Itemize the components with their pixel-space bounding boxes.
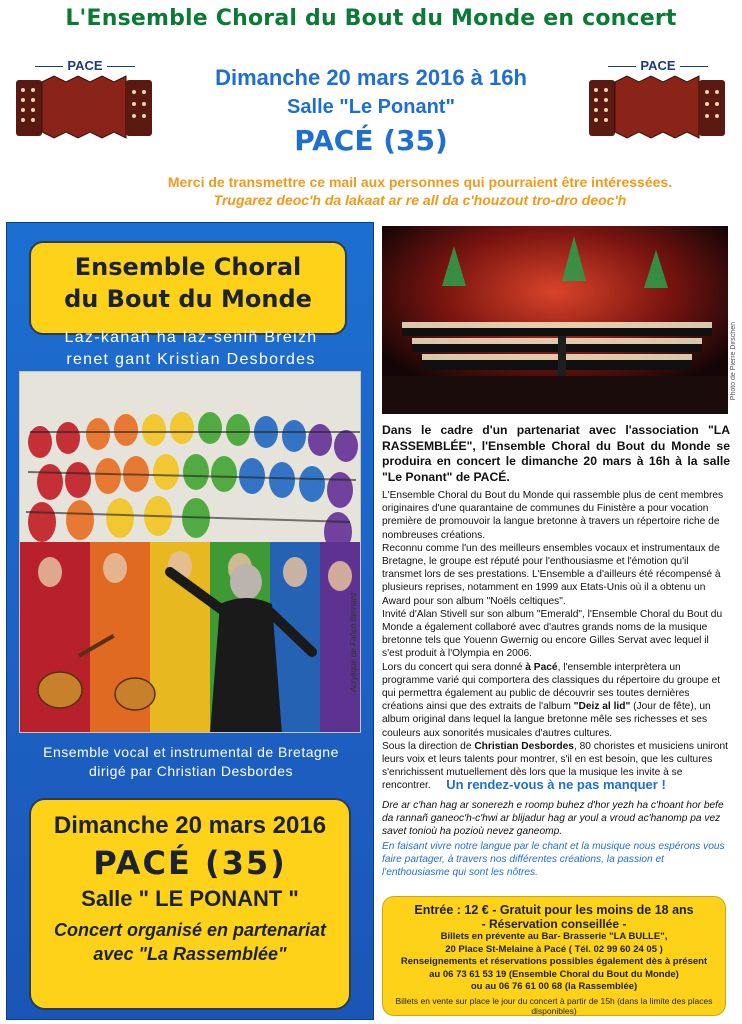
concert-info-box [29, 798, 351, 1010]
closing-paragraph: En faisant vivre notre langue par le chant et la musique nous espérons vous faire partager, à travers nos différentes créations, la passion et l'enthousiasme qui sont les nôtres. [382, 841, 725, 879]
logo-pace-label: PACE [583, 58, 733, 73]
text-run-bold: "Deiz al lid" [573, 701, 631, 713]
la-rassemblee-logo-right [583, 58, 733, 148]
info-partner [31, 918, 349, 966]
text-run: , 80 choristes et musiciens uniront leurs voix et leurs talents pour montrer, s'il en est besoin, que les cultures s'enrichissent mutuellement dès lors que la musique les invite à se rencontrer. [382, 740, 728, 792]
accordion-logo-icon [14, 72, 156, 144]
text-run: Sous la direction de [382, 740, 475, 752]
choir-painting-illustration [20, 372, 361, 733]
concert-stage-photo [382, 226, 728, 414]
event-city: PACÉ (35) [294, 124, 448, 157]
ticket-line: ou au 06 76 61 00 68 (la Rassemblée) [470, 981, 638, 992]
poster-title-line: du Bout du Monde [64, 285, 312, 313]
article-paragraph: L'Ensemble Choral du Bout du Monde qui rassemble plus de cent membres originaires d'une quarantaine de communes du Finistère a pour vocation première de promouvoir la langue bretonne à travers un répertoire riche de nombreuses créations. [382, 490, 724, 541]
ticket-line: 20 Place St-Melaine à Pacé ( Tél. 02 99 60 24 05 ) [445, 943, 663, 955]
la-rassemblee-logo-left [10, 58, 160, 148]
text-run-bold: Christian Desbordes [474, 740, 574, 752]
info-date: Dimanche 20 mars 2016 [53, 812, 327, 839]
poster-subtitle-line: Laz-kanañ ha laz-seniñ Breizh [64, 329, 318, 346]
page-title: L'Ensemble Choral du Bout du Monde en concert [65, 6, 677, 31]
ticket-info-box [382, 896, 726, 1016]
article-paragraph: Reconnu comme l'un des meilleurs ensembles vocaux et instrumentaux de Bretagne, le groupe est réputé pour l'enthousiasme et l'émotion qu'il transmet lors de ses prestations. L'Ensemble a d'ailleurs été récompensé à plusieurs reprises, notamment en 1999 aux Etats-Unis où il a obtenu un Award pour son album "Noëls celtiques". [382, 542, 721, 607]
info-partner-line: Concert organisé en partenariat [53, 920, 327, 940]
ensemble-description-line: dirigé par Christian Desbordes [88, 763, 294, 779]
concert-photo [382, 226, 728, 414]
reservation-note: - Réservation conseillée - [481, 917, 627, 931]
poster-title-line: Ensemble Choral [74, 253, 302, 281]
ticket-line: au 06 73 61 53 19 (Ensemble Choral du Bout du Monde) [429, 968, 679, 980]
text-run: (Jour de fête), un album original dans lequel la langue bretonne mêle ses richesses et ses couleurs aux sonorités musicales d'autres cultures. [382, 701, 711, 739]
text-run: , l'ensemble interprètera un programme varié qui comportera des classiques du répertoire du groupe et qui permettra également au public de découvrir ses toutes dernières créations ainsi que des extraits de l'album [382, 661, 721, 713]
photo-credit: Photo de Pierre Dirschen [730, 322, 737, 401]
info-city: PACÉ (35) [93, 844, 287, 882]
ticket-price: Entrée : 12 € - Gratuit pour les moins de 18 ans [414, 903, 694, 917]
article-paragraph: Invité d'Alan Stivell sur son album "Emerald", l'Ensemble Choral du Bout du Monde a également collaboré avec d'autres grands noms de la musique bretonne tels que Youenn Gwernig ou encore Gilles Servat avec lequel il s'est produit à l'Olympia en 2006. [382, 608, 723, 660]
forward-note-breton: Trugarez deoc'h da lakaat ar re all da c'houzout tro-dro deoc'h [213, 192, 627, 208]
text-run-bold: à Pacé [525, 661, 558, 673]
info-partner-line: avec "La Rassemblée" [93, 944, 287, 964]
event-venue: Salle "Le Ponant" [287, 96, 455, 118]
poster-subtitle [7, 327, 375, 371]
poster-subtitle-line: renet gant Kristian Desbordes [66, 351, 316, 368]
article-lead-part: Dans le cadre d'un partenariat avec l'association [382, 423, 699, 437]
ticket-line: Billets en prévente au Bar- Brasserie "LA BULLE", [440, 931, 668, 942]
info-venue: Salle " LE PONANT " [81, 886, 299, 911]
logo-pace-label: PACE [10, 58, 160, 73]
call-to-action: Un rendez-vous à ne pas manquer ! [446, 777, 666, 792]
forward-note: Merci de transmettre ce mail aux personnes qui pourraient être intéressées. [167, 174, 673, 190]
event-date: Dimanche 20 mars 2016 à 16h [215, 65, 527, 90]
article-body [382, 489, 730, 793]
text-run: Lors du concert qui sera donné [382, 661, 526, 673]
choir-painting [19, 371, 361, 733]
article-lead-part: "LA RASSEMBLÉE", l'Ensemble Choral du Bout du Monde se produira en concert le dimanche 20 mars à 16h à la salle "Le Ponant" de PACÉ. [382, 423, 730, 484]
poster-title-box [29, 241, 347, 335]
breton-paragraph: Dre ar c'han hag ar sonerezh e roomp buhez d'hor yezh ha c'hoant hor befe da rannañ ganeoc'h-c'hwi ar blijadur hag ar youl a vroud ac'hanomp pa vez savet tonioù ha pozioù nevez ganeomp. [382, 800, 724, 838]
article-paragraph [382, 661, 730, 740]
ensemble-description-line: Ensemble vocal et instrumental de Bretagne [43, 744, 339, 760]
article-lead [382, 423, 730, 485]
ticket-onsite-note: Billets en vente sur place le jour du concert à partir de 15h (dans la limite des places disponibles) [395, 995, 713, 1016]
painting-credit: Acrylique de Fañch Bernard [349, 592, 358, 692]
concert-poster [6, 222, 374, 1020]
ticket-line: Renseignements et réservations possibles également dès à présent [400, 956, 708, 967]
ensemble-description [7, 743, 375, 781]
accordion-logo-icon [587, 72, 729, 144]
